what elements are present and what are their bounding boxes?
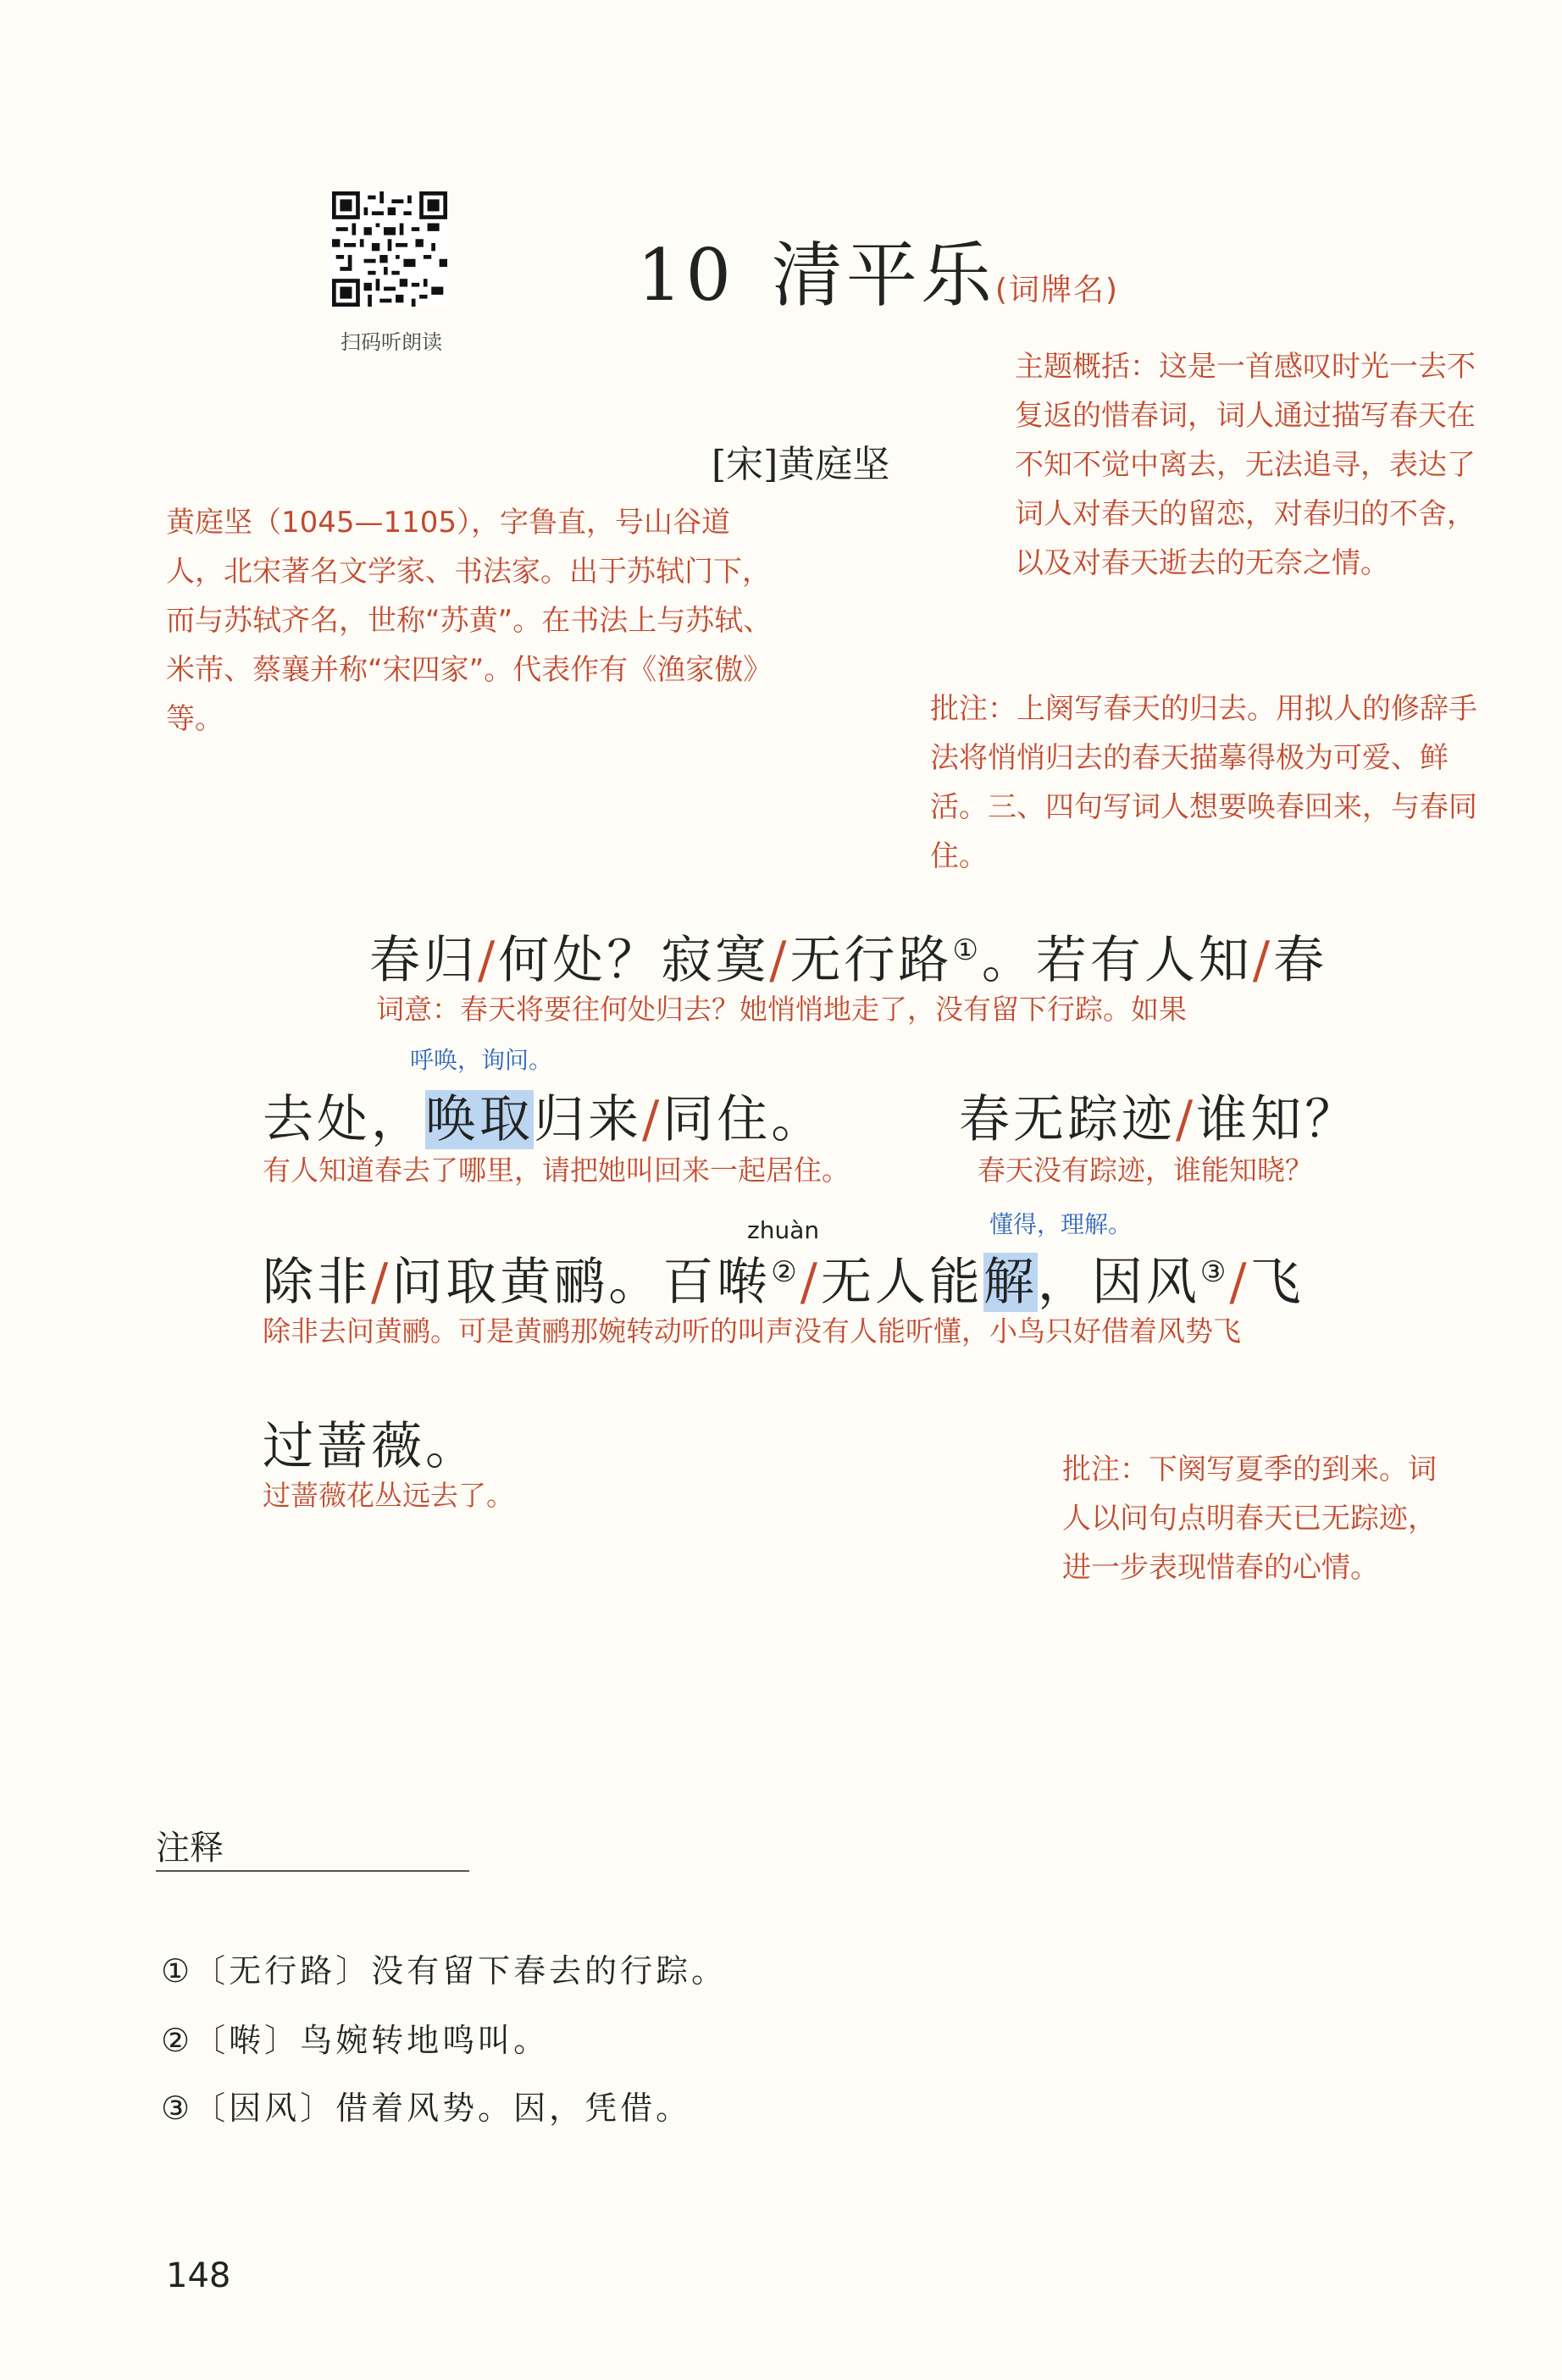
poem-line-2b: 春无踪迹/谁知？ bbox=[959, 1090, 1360, 1149]
word-note-jie: 懂得，理解。 bbox=[989, 1210, 1133, 1238]
title-subtitle: (词牌名) bbox=[994, 273, 1119, 307]
gloss-line-4: 过蔷薇花丛远去了。 bbox=[263, 1479, 514, 1512]
page-number: 148 bbox=[166, 2256, 231, 2295]
poem-segment: 无人能 bbox=[820, 1253, 983, 1312]
footnote-1: ①〔无行路〕没有留下春去的行踪。 bbox=[161, 1952, 728, 1990]
author-bio-note: 黄庭坚（1045—1105），字鲁直，号山谷道人，北宋著名文学家、书法家。出于苏轼门下，而与苏轼齐名，世称“苏黄”。在书法上与苏轼、米芾、蔡襄并称“宋四家”。代表作有《渔家傲》等。 bbox=[166, 506, 773, 736]
qr-label: 扫码听朗读 bbox=[341, 330, 442, 354]
pinyin-zhuan: zhuàn bbox=[747, 1216, 820, 1244]
poem-line-4: 过蔷薇。 bbox=[263, 1417, 479, 1476]
notes-heading: 注释 bbox=[156, 1829, 224, 1868]
poem-title: 清平乐 bbox=[771, 234, 995, 317]
footnote-mark-1: ① bbox=[952, 933, 982, 967]
highlight-word-huanqu: 唤取 bbox=[425, 1090, 534, 1149]
gloss-line-2b: 春天没有踪迹，谁能知晓？ bbox=[978, 1154, 1313, 1187]
poem-segment: 谁知？ bbox=[1196, 1090, 1360, 1149]
poem-segment: 去处， bbox=[263, 1090, 425, 1149]
poem-line-2: 去处，唤取归来/同住。 bbox=[263, 1090, 826, 1149]
poem-segment: 。若有人知 bbox=[981, 931, 1253, 990]
annotation-upper-stanza: 批注：上阕写春天的归去。用拟人的修辞手法将悄悄归去的春天描摹得极为可爱、鲜活。三、四句写词人想要唤春回来，与春同住。 bbox=[930, 692, 1477, 873]
poem-segment: 春无踪迹 bbox=[959, 1090, 1176, 1149]
poem-line-3: 除非/问取黄鹂。百啭②/无人能解，因风③/飞 bbox=[263, 1253, 1304, 1312]
gloss-line-1: 词意：春天将要往何处归去？她悄悄地走了，没有留下行踪。如果 bbox=[376, 993, 1187, 1026]
theme-summary-note: 主题概括：这是一首感叹时光一去不复返的惜春词，词人通过描写春天在不知不觉中离去，无法追寻，表达了词人对春天的留恋，对春归的不舍，以及对春天逝去的无奈之情。 bbox=[1015, 350, 1476, 580]
poem-segment: 飞 bbox=[1249, 1253, 1304, 1312]
poem-segment: 春 bbox=[1273, 931, 1328, 990]
poem-line-1: 春归/何处？寂寞/无行路①。若有人知/春 bbox=[369, 931, 1328, 990]
qr-code-icon[interactable] bbox=[332, 191, 447, 307]
lesson-title bbox=[637, 219, 1119, 321]
poem-segment: 问取黄鹂。百啭 bbox=[391, 1253, 772, 1312]
footnote-mark-2: ② bbox=[771, 1255, 800, 1289]
poem-segment: 无行路 bbox=[789, 931, 953, 990]
footnote-3: ③〔因风〕借着风势。因，凭借。 bbox=[161, 2089, 692, 2127]
highlight-word-jie: 解 bbox=[983, 1253, 1038, 1312]
footnote-mark-3: ③ bbox=[1199, 1255, 1230, 1289]
annotation-lower-stanza: 批注：下阕写夏季的到来。词人以问句点明春天已无踪迹，进一步表现惜春的心情。 bbox=[1062, 1453, 1437, 1585]
poem-segment: ，因风 bbox=[1037, 1253, 1200, 1312]
word-note-huanqu: 呼唤，询问。 bbox=[410, 1046, 553, 1074]
notes-divider bbox=[156, 1870, 469, 1872]
poem-author: [宋]黄庭坚 bbox=[712, 443, 890, 486]
footnote-2: ②〔啭〕鸟婉转地鸣叫。 bbox=[161, 2022, 550, 2059]
poem-segment: 春归 bbox=[369, 931, 478, 990]
poem-segment: 归来 bbox=[534, 1090, 642, 1149]
poem-segment: 何处？寂寞 bbox=[498, 931, 770, 990]
poem-segment: 除非 bbox=[263, 1253, 371, 1312]
gloss-line-2: 有人知道春去了哪里，请把她叫回来一起居住。 bbox=[263, 1154, 850, 1187]
poem-segment: 同住。 bbox=[662, 1090, 826, 1149]
gloss-line-3: 除非去问黄鹂。可是黄鹂那婉转动听的叫声没有人能听懂，小鸟只好借着风势飞 bbox=[263, 1315, 1241, 1348]
lesson-number: 10 bbox=[637, 234, 734, 317]
